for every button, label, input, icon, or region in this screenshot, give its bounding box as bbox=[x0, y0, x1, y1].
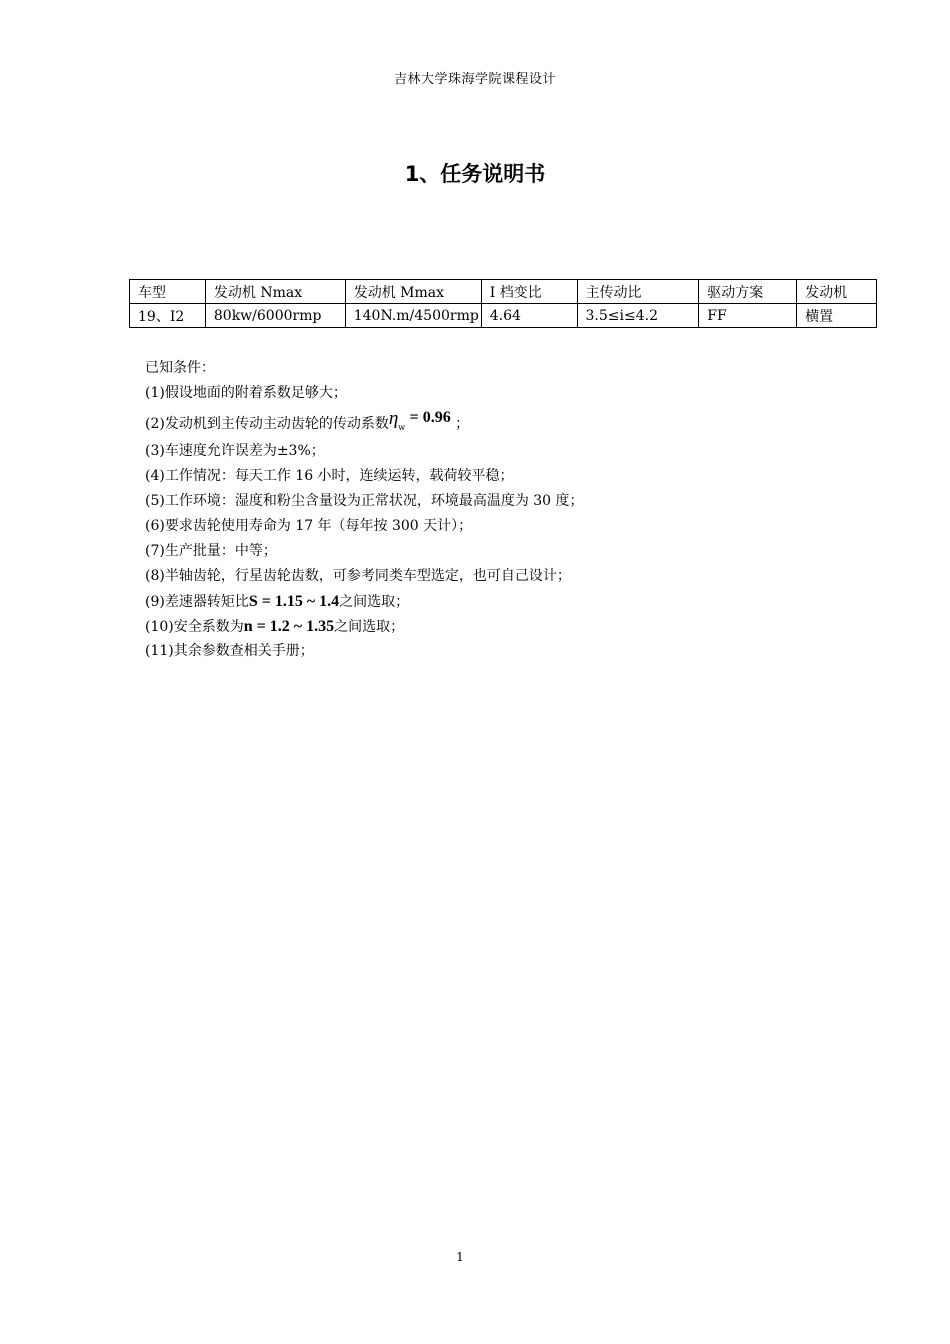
eta-value: = 0.96 bbox=[409, 409, 451, 426]
header-cell-first-gear: I 档变比 bbox=[481, 280, 577, 304]
condition-5: (5)工作环境：湿度和粉尘含量设为正常状况，环境最高温度为 30 度； bbox=[145, 493, 584, 509]
eta-subscript: w bbox=[398, 423, 406, 432]
condition-10-end: 之间选取； bbox=[334, 619, 405, 635]
header-cell-drive-layout: 驱动方案 bbox=[699, 280, 797, 304]
header-cell-final-drive: 主传动比 bbox=[577, 280, 699, 304]
condition-9-end: 之间选取； bbox=[339, 594, 410, 610]
header-cell-model: 车型 bbox=[130, 280, 206, 304]
condition-11: (11)其余参数查相关手册； bbox=[145, 643, 314, 659]
known-conditions bbox=[145, 356, 584, 664]
condition-7: (7)生产批量：中等； bbox=[145, 543, 277, 559]
condition-6: (6)要求齿轮使用寿命为 17 年（每年按 300 天计）； bbox=[145, 518, 473, 534]
condition-2 bbox=[145, 406, 584, 439]
eta-symbol: η bbox=[388, 408, 399, 429]
spec-table bbox=[129, 279, 877, 328]
table-row bbox=[130, 304, 877, 328]
cell-model: 19、I2 bbox=[130, 304, 206, 328]
page-header: 吉林大学珠海学院课程设计 bbox=[393, 72, 556, 87]
table-header-row bbox=[130, 280, 877, 304]
condition-9 bbox=[145, 589, 584, 614]
condition-9-text: (9)差速器转矩比 bbox=[145, 594, 249, 610]
cell-first-gear: 4.64 bbox=[481, 304, 577, 328]
condition-8: (8)半轴齿轮，行星齿轮齿数，可参考同类车型选定，也可自己设计； bbox=[145, 568, 571, 584]
header-cell-engine: 发动机 bbox=[797, 280, 877, 304]
condition-1: (1)假设地面的附着系数足够大； bbox=[145, 385, 347, 401]
condition-2-end: ； bbox=[455, 416, 470, 432]
header-cell-nmax: 发动机 Nmax bbox=[205, 280, 345, 304]
condition-3: (3)车速度允许误差为±3%； bbox=[145, 443, 325, 459]
condition-10-text: (10)安全系数为 bbox=[145, 619, 244, 635]
cell-nmax: 80kw/6000rmp bbox=[205, 304, 345, 328]
torque-ratio-equation: S = 1.15 ~ 1.4 bbox=[248, 593, 340, 610]
page-title: 1、任务说明书 bbox=[404, 162, 546, 186]
header-cell-mmax: 发动机 Mmax bbox=[345, 280, 481, 304]
condition-2-text: (2)发动机到主传动主动齿轮的传动系数 bbox=[145, 416, 389, 432]
cell-mmax: 140N.m/4500rmp bbox=[345, 304, 481, 328]
page-number: 1 bbox=[456, 1250, 464, 1264]
conditions-heading: 已知条件： bbox=[145, 360, 215, 376]
condition-10 bbox=[145, 614, 584, 639]
safety-factor-equation: n = 1.2 ~ 1.35 bbox=[243, 618, 335, 635]
cell-drive-layout: FF bbox=[699, 304, 797, 328]
cell-engine: 横置 bbox=[797, 304, 877, 328]
condition-4: (4)工作情况：每天工作 16 小时，连续运转，载荷较平稳； bbox=[145, 468, 514, 484]
cell-final-drive: 3.5≤i≤4.2 bbox=[577, 304, 699, 328]
